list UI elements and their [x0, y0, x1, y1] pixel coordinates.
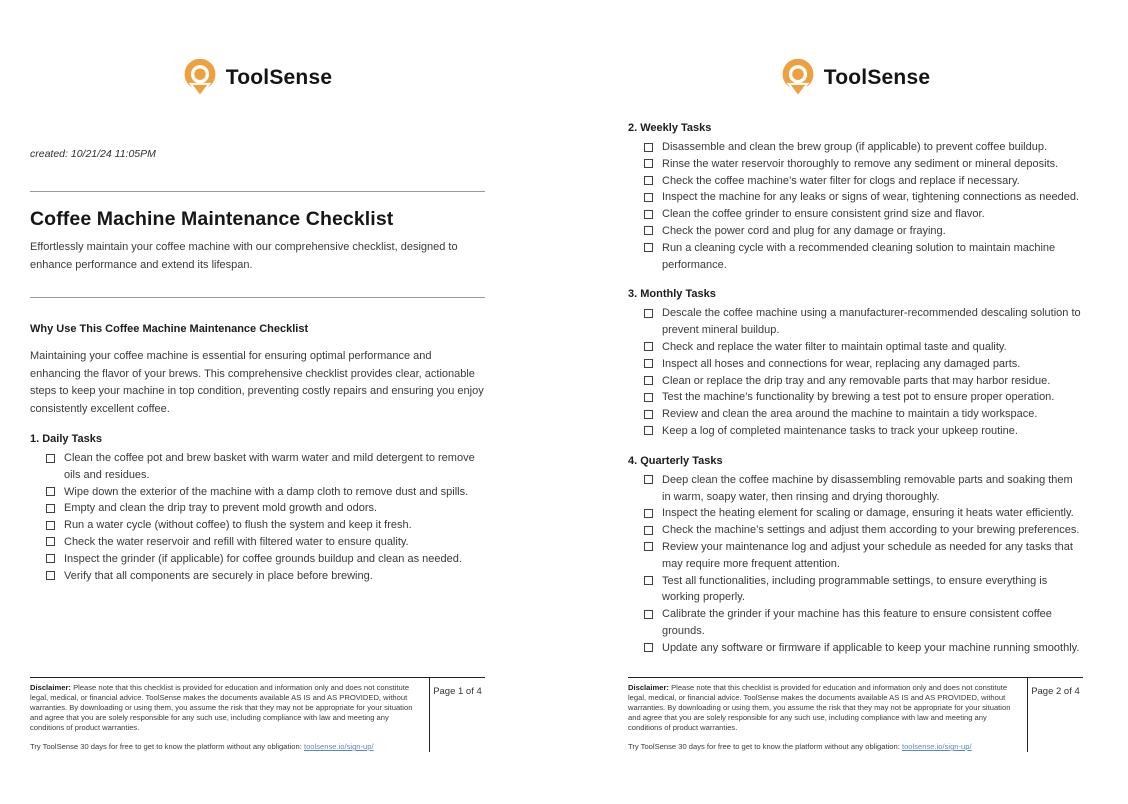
checklist-item: [628, 573, 1083, 607]
page-title: Coffee Machine Maintenance Checklist: [30, 208, 394, 230]
disclaimer-text: [628, 683, 1017, 733]
checklist-item: [30, 551, 485, 568]
checklist-weekly: [628, 139, 1083, 273]
section-heading-daily: 1. Daily Tasks: [30, 433, 102, 445]
checklist-item-text: Check the water reservoir and refill with filtered water to ensure quality.: [64, 535, 409, 548]
page-number: Page 1 of 4: [433, 686, 482, 697]
checklist-item: [628, 156, 1083, 173]
checklist-item-text: Run a water cycle (without coffee) to flush the system and keep it fresh.: [64, 519, 412, 532]
why-use-paragraph: Maintaining your coffee machine is essential for ensuring optimal performance and enhancing the flavor of your brews. This comprehensive checklist provides clear, actionable steps to keep your machine in top condition, preventing costly repairs and ensuring you enjoy consistently excellent coffee.: [30, 350, 484, 415]
checklist-item-text: Check and replace the water filter to maintain optimal taste and quality.: [662, 340, 1007, 353]
checkbox[interactable]: [644, 542, 653, 551]
cta-lead: Try ToolSense 30 days for free to get to know the platform without any obligation:: [30, 742, 304, 751]
checklist-item-text: Test all functionalities, including programmable settings, to ensure everything is working properly.: [662, 574, 1048, 604]
map-pin-icon: [183, 59, 217, 97]
disclaimer-body: Please note that this checklist is provided for education and information only and does not constitute legal, medical, or financial advice. ToolSense makes the documents available AS IS and AS PROVIDED, without warranties. By downloading or using them, you assume the risk that they may not be appropriate for your situation and agree that you are solely responsible for any such use, including compliance with law and meeting any conditions of product warranties.: [30, 683, 413, 732]
checkbox[interactable]: [644, 509, 653, 518]
checklist-item: [30, 568, 485, 585]
checklist-item: [628, 189, 1083, 206]
checklist-item-text: Inspect all hoses and connections for wear, replacing any damaged parts.: [662, 357, 1021, 370]
checklist-quarterly: [628, 472, 1083, 657]
checklist-item-text: Run a cleaning cycle with a recommended cleaning solution to maintain machine performance.: [662, 241, 1056, 271]
page-footer: [30, 677, 485, 752]
checkbox[interactable]: [644, 426, 653, 435]
checklist-item: [628, 339, 1083, 356]
checklist-item: [628, 640, 1083, 657]
checkbox[interactable]: [644, 243, 653, 252]
disclaimer-text: [30, 683, 419, 733]
sections-block: [628, 122, 1083, 657]
checklist-item-text: Check the power cord and plug for any damage or fraying.: [662, 224, 946, 237]
divider: [30, 297, 485, 298]
signup-link[interactable]: toolsense.io/sign-up/: [901, 742, 972, 751]
checklist-item-text: Descale the coffee machine using a manufacturer-recommended descaling solution to prevent mineral buildup.: [662, 307, 1081, 337]
checklist-item-text: Check the coffee machine’s water filter for clogs and replace if necessary.: [662, 174, 1020, 187]
page-footer: [628, 677, 1083, 752]
page-number: Page 2 of 4: [1031, 686, 1080, 697]
cta-lead: Try ToolSense 30 days for free to get to know the platform without any obligation:: [628, 742, 902, 751]
checklist-item-text: Inspect the grinder (if applicable) for coffee grounds buildup and clean as needed.: [64, 552, 462, 565]
checklist-item: [30, 534, 485, 551]
checklist-item-text: Empty and clean the drip tray to prevent mold growth and odors.: [64, 502, 378, 515]
checklist-item-text: Test the machine’s functionality by brewing a test pot to ensure proper operation.: [662, 391, 1055, 404]
checklist-item: [628, 539, 1083, 573]
checkbox[interactable]: [46, 504, 55, 513]
checkbox[interactable]: [46, 571, 55, 580]
checklist-item-text: Disassemble and clean the brew group (if applicable) to prevent coffee buildup.: [662, 141, 1048, 153]
page-subtitle: Effortlessly maintain your coffee machine with our comprehensive checklist, designed to enhance performance and extend its lifespan.: [30, 241, 458, 271]
checkbox[interactable]: [644, 226, 653, 235]
brand-wordmark: ToolSense: [823, 66, 931, 89]
checklist-item: [628, 505, 1083, 522]
checklist-item: [30, 450, 485, 484]
document-page-2: [628, 0, 1083, 804]
checklist-item-text: Inspect the machine for any leaks or signs of wear, tightening connections as needed.: [662, 191, 1080, 204]
checklist-item-text: Update any software or firmware if applicable to keep your machine running smoothly.: [662, 641, 1080, 654]
page-number-cell: [429, 678, 485, 752]
checkbox[interactable]: [644, 610, 653, 619]
checklist-item: [628, 356, 1083, 373]
footer-disclaimer-cell: [30, 678, 429, 752]
checklist-item-text: Clean the coffee grinder to ensure consistent grind size and flavor.: [662, 208, 985, 221]
checkbox[interactable]: [644, 393, 653, 402]
disclaimer-label: Disclaimer:: [628, 683, 669, 692]
checklist-item-text: Verify that all components are securely in place before brewing.: [64, 569, 373, 582]
checklist-item: [628, 522, 1083, 539]
checklist-item: [628, 423, 1083, 440]
checklist-item: [628, 223, 1083, 240]
checklist-item: [30, 484, 485, 501]
checklist-monthly: [628, 305, 1083, 439]
checklist-item-text: Deep clean the coffee machine by disassembling removable parts and soaking them in warm, soapy water, then rinsing and drying thoroughly.: [662, 473, 1073, 503]
checklist-item-text: Wipe down the exterior of the machine with a damp cloth to remove dust and spills.: [64, 485, 469, 498]
section-heading-weekly: 2. Weekly Tasks: [628, 122, 712, 134]
checklist-item: [628, 240, 1083, 274]
checklist-item: [628, 406, 1083, 423]
toolsense-logo: [30, 57, 485, 99]
checklist-item-text: Clean the coffee pot and brew basket with warm water and mild detergent to remove oils and residues.: [64, 452, 475, 481]
checkbox[interactable]: [644, 342, 653, 351]
checkbox[interactable]: [46, 537, 55, 546]
disclaimer-label: Disclaimer:: [30, 683, 71, 692]
checklist-item: [628, 373, 1083, 390]
checklist-item-text: Keep a log of completed maintenance tasks to track your upkeep routine.: [662, 424, 1018, 437]
checkbox[interactable]: [644, 309, 653, 318]
checklist-item-text: Review your maintenance log and adjust your schedule as needed for any tasks that may require more frequent attention.: [662, 540, 1073, 570]
checkbox[interactable]: [644, 176, 653, 185]
checklist-item-text: Check the machine’s settings and adjust them according to your brewing preferences.: [662, 524, 1080, 537]
cta-text: [30, 742, 419, 752]
section-heading-quarterly: 4. Quarterly Tasks: [628, 454, 723, 467]
section-heading-monthly: 3. Monthly Tasks: [628, 288, 716, 301]
document-page-1: [30, 0, 485, 804]
checklist-item: [30, 517, 485, 534]
checkbox[interactable]: [644, 410, 653, 419]
checklist-item: [30, 500, 485, 517]
map-pin-icon: [781, 59, 815, 97]
brand-wordmark: ToolSense: [225, 66, 333, 89]
checklist-item-text: Inspect the heating element for scaling or damage, ensuring it heats water efficiently.: [662, 507, 1074, 520]
signup-link[interactable]: toolsense.io/sign-up/: [303, 742, 374, 751]
divider: [30, 191, 485, 192]
footer-disclaimer-cell: [628, 678, 1027, 752]
checklist-item-text: Calibrate the grinder if your machine has this feature to ensure consistent coffee grounds.: [662, 608, 1052, 637]
checklist-item: [628, 472, 1083, 506]
checkbox[interactable]: [644, 526, 653, 535]
why-use-heading: Why Use This Coffee Machine Maintenance Checklist: [30, 323, 309, 335]
checklist-item: [628, 206, 1083, 223]
checkbox[interactable]: [46, 454, 55, 463]
page-number-cell: [1027, 678, 1083, 752]
checkbox[interactable]: [46, 521, 55, 530]
checklist-item-text: Clean or replace the drip tray and any removable parts that may harbor residue.: [662, 374, 1051, 387]
checkbox[interactable]: [644, 376, 653, 385]
checklist-item: [628, 173, 1083, 190]
toolsense-logo: [628, 57, 1083, 99]
checklist-item-text: Review and clean the area around the machine to maintain a tidy workspace.: [662, 408, 1038, 421]
checklist-item-text: Rinse the water reservoir thoroughly to remove any sediment or mineral deposits.: [662, 157, 1059, 170]
cta-text: [628, 742, 1017, 752]
created-timestamp: created: 10/21/24 11:05PM: [30, 148, 156, 160]
checkbox[interactable]: [644, 193, 653, 202]
checkbox[interactable]: [644, 475, 653, 484]
checkbox[interactable]: [644, 576, 653, 585]
checkbox[interactable]: [644, 143, 653, 152]
checklist-item: [628, 139, 1083, 156]
checklist-item: [628, 606, 1083, 640]
checkbox[interactable]: [644, 210, 653, 219]
checklist-daily: [30, 450, 485, 584]
checkbox[interactable]: [46, 487, 55, 496]
disclaimer-body: Please note that this checklist is provided for education and information only and does not constitute legal, medical, or financial advice. ToolSense makes the documents available AS IS and AS PROVIDED, without warranties. By downloading or using them, you assume the risk that they may not be appropriate for your situation and agree that you are solely responsible for any such use, including compliance with law and meeting any conditions of product warranties.: [628, 683, 1011, 732]
checkbox[interactable]: [644, 159, 653, 168]
checkbox[interactable]: [644, 359, 653, 368]
checklist-item: [628, 389, 1083, 406]
checklist-item: [628, 305, 1083, 339]
checkbox[interactable]: [46, 554, 55, 563]
checkbox[interactable]: [644, 643, 653, 652]
